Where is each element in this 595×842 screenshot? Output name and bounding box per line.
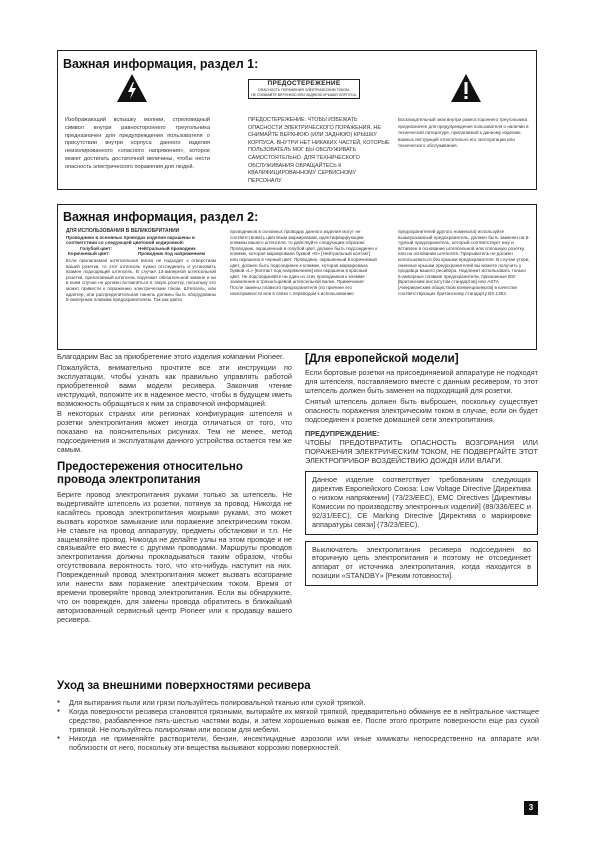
uk-column (66, 229, 216, 303)
euro-para1: Если бортовые розетки на присоединяемой аппаратуре не подходят для штепселя, поставляемого вместе с данным ресивером, то этот штепсель должен быть заменен на подходящий для розетки. (305, 368, 538, 395)
uk-col2-text: проводников в основных проводах данного изделия могут не соответствовать цветовым маркировкам, идентифицирующим клеммы вашего штепселя, то действуйте следующим образом: Проводник, окрашенный в голубой цвет, должен быть подсоединен к клемме, которая маркирована буквой «N» [Нейтральный контакт] или окрашена в черный цвет. Проводник, окрашенный в коричневый цвет, должен быть подсоединен к клемме, которая маркирована буквой «L» [Контакт под напряжением] или окрашена в красный цвет. Не подсоединяйте ни один из этих проводников к клемме заземления в трехштыревой штепсельной вилке. Примечание: После замены плавкого предохранителя (по причине его неисправности или в связи с переводом к использованию (230, 229, 378, 296)
euro-section-title: [Для европейской модели] (305, 353, 459, 365)
uk-title: ДЛЯ ИСПОЛЬЗОВАНИЯ В ВЕЛИКОБРИТАНИИ (66, 228, 180, 234)
uk-col1-text: Если прилагаемая штепсельная вилка не подходит к отверстиям вашей розетки, то этот штепсель нужно отсоединить и установить взамен подходящий штепсель. В случае 13-амперной штепсельной розетки, прилагаемый штепсель подлежит обязательной замене и ни в коем случае не должен вставляться в такую розетку, поскольку это может привести к поражению электрическим током. Штепсель, или адаптер, или распределительная панель должны быть оборудованы 5-амперным плавким предохранителем. Так как цвета (66, 257, 216, 303)
list-item: ● Когда поверхности ресивера становятся грязными, вытирайте их мягкой тряпкой, предварительно обмакнув ее в нейтральное чистящее средство, разбавленное пять-шестью частями воды, и затем хорошенько выжав ее. После этого протрите поверхности еще раз сухой тряпкой. Не пользуйтесь полиролями или воском для мебели. (57, 707, 539, 734)
section1-title: Важная информация, раздел 1: (63, 57, 259, 71)
euro-warning-text: ЧТОБЫ ПРЕДОТВРАТИТЬ ОПАСНОСТЬ ВОЗГОРАНИЯ ИЛИ ПОРАЖЕНИЯ ЭЛЕКТРИЧЕСКИМ ТОКОМ, НЕ ПОДВЕРГАЙТЕ ЭТОТ ЭЛЕКТРОПРИБОР ВОЗДЕЙСТВИЮ ДОЖДЯ ИЛИ ВЛАГИ. (305, 438, 538, 466)
eu-directives-box: Данное изделие соответствует требованиям следующих директив Европейского Союза: Low Voltage Directive [Директива о низком напряжении] (73/23/EEC), EMC Directives [Директивы Комиссии по производству электронных изделий] (89/336/EEC и 92/31/EEC), CE Marking Directive [Директива о маркировке аппаратуры связи] (73/23/EEC). (305, 471, 538, 534)
page-number: 3 (524, 801, 538, 815)
left-column (57, 353, 292, 627)
lightning-warning-icon (116, 73, 148, 103)
euro-para2: Снятый штепсель должен быть выброшен, поскольку существует опасность поражения электрическим током в случае, если он будет подсоединен к розетке домашней сети электропитания. (305, 396, 538, 424)
care-section (57, 680, 539, 752)
cord-section-text: Берите провод электропитания руками только за штепсель. Не выдергивайте штепсель из розетки, потянув за провод. Никогда не касайтесь провода электропитания мокрыми руками, это может вызвать короткое замыкание или поражение электрическим током. Не ставьте на провод аппаратуру, предметы обстановки и т.п. Не защемляйте провод. Никогда не делайте узлы на этом проводе и не связывайте его вместе с другими проводами. Маршруты проводов электропитания должны прокладываться таким образом, чтобы отсутствовала вероятность того, что кто-нибудь наступит на них. Поврежденный провод электропитания может вызвать возгорание или нанести вам поражение электрическим током. Время от времени проверяйте провод электропитания. Если вы обнаружите, что он поврежден, для замены провода обратитесь в ближайший авторизованный сервисный центр Pioneer или к продавцу вашего ресивера. (57, 489, 292, 624)
intro-paragraph: В некоторых странах или регионах конфигурация штепселя и розетки электропитания может иногда отличаться от того, что показано на пояснительных рисунках. Тем не менее, метод подсоединения и эксплуатации данного устройства остается тем же самым. (57, 409, 292, 455)
cord-section-title: Предостережения относительно провода электропитания (57, 460, 243, 486)
intro-paragraph: Благодарим Вас за приобретение этого изделия компании Pioneer. (57, 352, 285, 361)
lightning-description: Изображающий вспышку молнии, стреловидный символ внутри равностороннего треугольника предназначен для предупреждения пользователя о присутствии внутри корпуса данного изделия неизолированного «опасного напряжения», которое может достигать достаточной величины, чтобы нести опасность электрического поражения для людей. (65, 117, 210, 170)
uk-intro: Проводники в основных проводах изделия окрашены в соответствии со следующей цветовой кодировкой: (66, 234, 195, 246)
standby-note-box: Выключатель электропитания ресивера подсоединен во вторичную цепь электропитания и поэтому не отсоединяет аппарат от источника электропитания, когда находится в позиции «STANDBY» [Режим готовности]. (305, 541, 538, 587)
exclamation-description: Восклицательный знак внутри равностороннего треугольника предназначен для предупреждения пользователя о наличии в технической литературе, прилагаемой к данному изделию, важных инструкций относительно его эксплуатации или технического обслуживания. (398, 117, 529, 149)
caution-description: ПРЕДОСТЕРЕЖЕНИЕ: ЧТОБЫ ИЗБЕЖАТЬ ОПАСНОСТИ ЭЛЕКТРИЧЕСКОГО ПОРАЖЕНИЯ, НЕ СНИМАЙТЕ ВЕРХНЮЮ (ИЛИ ЗАДНЮЮ) КРЫШКУ КОРПУСА. ВНУТРИ НЕТ НИКАКИХ ЧАСТЕЙ, КОТОРЫЕ ПОЛЬЗОВАТЕЛЬ МОГ БЫ ОБСЛУЖИВАТЬ САМОСТОЯТЕЛЬНО. ДЛЯ ТЕХНИЧЕСКОГО ОБСЛУЖИВАНИЯ ОБРАЩАЙТЕСЬ К КВАЛИФИЦИРОВАННОМУ СЕРВИСНОМУ ПЕРСОНАЛУ. (248, 117, 390, 184)
right-column (305, 353, 538, 586)
section1-box (57, 50, 537, 190)
care-bullet-list (57, 698, 539, 752)
euro-warning-title: ПРЕДУПРЕЖДЕНИЕ: (305, 429, 380, 439)
warning-header-box (248, 79, 360, 99)
warning-header-line1: ОПАСНОСТЬ ПОРАЖЕНИЯ ЭЛЕКТРИЧЕСКИМ ТОКОМ. (258, 88, 350, 92)
list-item: ● Для вытирания пыли или грязи пользуйтесь полировальной тканью или сухой тряпкой. (57, 698, 539, 707)
exclamation-warning-icon (450, 73, 482, 103)
warning-header-title: ПРЕДОСТЕРЕЖЕНИЕ (267, 80, 341, 87)
section2-box (57, 204, 537, 350)
uk-color-row-blue: Голубой цвет: Нейтральный проводник (80, 245, 196, 251)
warning-header-line2: НЕ СНИМАЙТЕ ВЕРХНЮЮ ИЛИ ЗАДНЮЮ КРЫШКУ КОРПУСА. (251, 92, 357, 97)
intro-paragraph: Пожалуйста, внимательно прочтите все эти инструкции по эксплуатации, чтобы узнать как правильно управлять работой приобретенной вами модели ресивера. Закончив чтение инструкций, положите их в надежное место, чтобы в будущем иметь возможность обращаться к ним за справочной информацией. (57, 362, 292, 408)
care-section-title: Уход за внешними поверхностями ресивера (57, 680, 311, 692)
list-item: ● Никогда не применяйте растворители, бензин, инсектицидные аэрозоли или иные химикаты непосредственно на аппарате или поблизости от него, поскольку эти вещества вызывают коррозию поверхностей. (57, 734, 539, 752)
uk-color-row-brown: Коричневый цвет: Проводник под напряжением (68, 251, 205, 257)
section2-title: Важная информация, раздел 2: (63, 210, 259, 224)
uk-col3-text: предохранителей другого номинала) используйте вышеуказанный предохранитель, должен быть заменен на 5-турный предохранитель, который соответствует ему и вставлен в основание штепсельной или сплошную розетку, или на основании штепселя. Прерыватель не должен использоваться без крышки предохранителя. В случае утери, сменные крышки предохранителей вы можете получить у продавца вашего ресивера. Надлежит использовать только 5-амперные плавкие предохранители, признанные BSI [Британским институтом стандартов] или ASTA [Американским обществом конвенционеров] в качестве соответствующих британскому стандарту BS 1362. (398, 229, 530, 296)
